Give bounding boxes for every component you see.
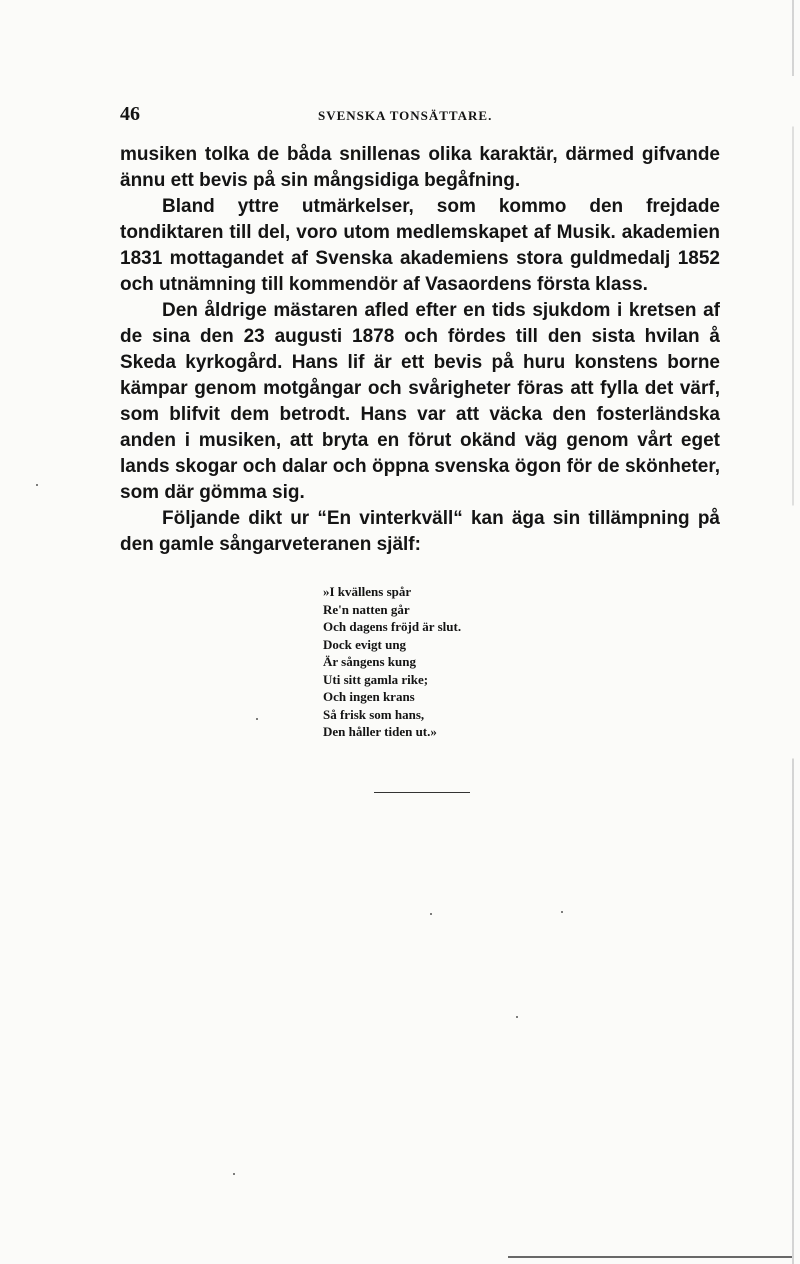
print-speck	[256, 718, 258, 720]
poem-line: Den håller tiden ut.»	[323, 724, 437, 739]
print-speck	[561, 911, 563, 913]
page-edge-shadow	[792, 0, 794, 1264]
paragraph-4: Följande dikt ur “En vinterkväll“ kan äga sin tillämpning på den gamle sångarveteranen själf:	[120, 508, 720, 555]
poem-line: »I kvällens spår	[323, 584, 412, 599]
page-header	[120, 103, 720, 127]
print-speck	[516, 1016, 518, 1018]
running-head: SVENSKA TONSÄTTARE.	[318, 108, 493, 123]
bottom-edge-rule	[508, 1256, 792, 1258]
section-divider	[374, 792, 470, 793]
print-speck	[36, 484, 38, 486]
paragraph-3: Den åldrige mästaren afled efter en tids sjukdom i kretsen af de sina den 23 augusti 1878 och fördes till den sista hvilan å Skeda kyrkogård. Hans lif är ett bevis på huru konstens borne kämpar genom motgångar och svårigheter föras att fylla det värf, som blifvit dem betrodt. Hans var att väcka den fosterländska anden i musiken, att bryta en förut okänd väg genom vårt eget lands skogar och dalar och öppna svenska ögon för de skönheter, som där gömma sig.	[120, 300, 720, 503]
poem-line: Och ingen krans	[323, 689, 415, 704]
poem-line: Dock evigt ung	[323, 636, 407, 652]
poem	[323, 583, 461, 741]
paragraph-2: Bland yttre utmärkelser, som kommo den frejdade tondiktaren till del, voro utom medlemskapet af Musik. akademien 1831 mottagandet af Svenska akademiens stora guldmedalj 1852 och utnämning till kommendör af Vasaordens första klass.	[120, 196, 720, 295]
poem-line: Re'n natten går	[323, 601, 410, 617]
poem-line: Är sångens kung	[323, 654, 416, 669]
page-number: 46	[120, 103, 140, 125]
paragraph-1: musiken tolka de båda snillenas olika karaktär, därmed gifvande ännu ett bevis på sin mångsidiga begåfning.	[120, 144, 720, 191]
poem-line: Och dagens fröjd är slut.	[323, 619, 462, 634]
poem-line: Så frisk som hans,	[323, 706, 425, 722]
print-speck	[233, 1173, 235, 1175]
poem-line: Uti sitt gamla rike;	[323, 671, 429, 687]
print-speck	[430, 913, 432, 915]
body-text	[120, 142, 720, 558]
